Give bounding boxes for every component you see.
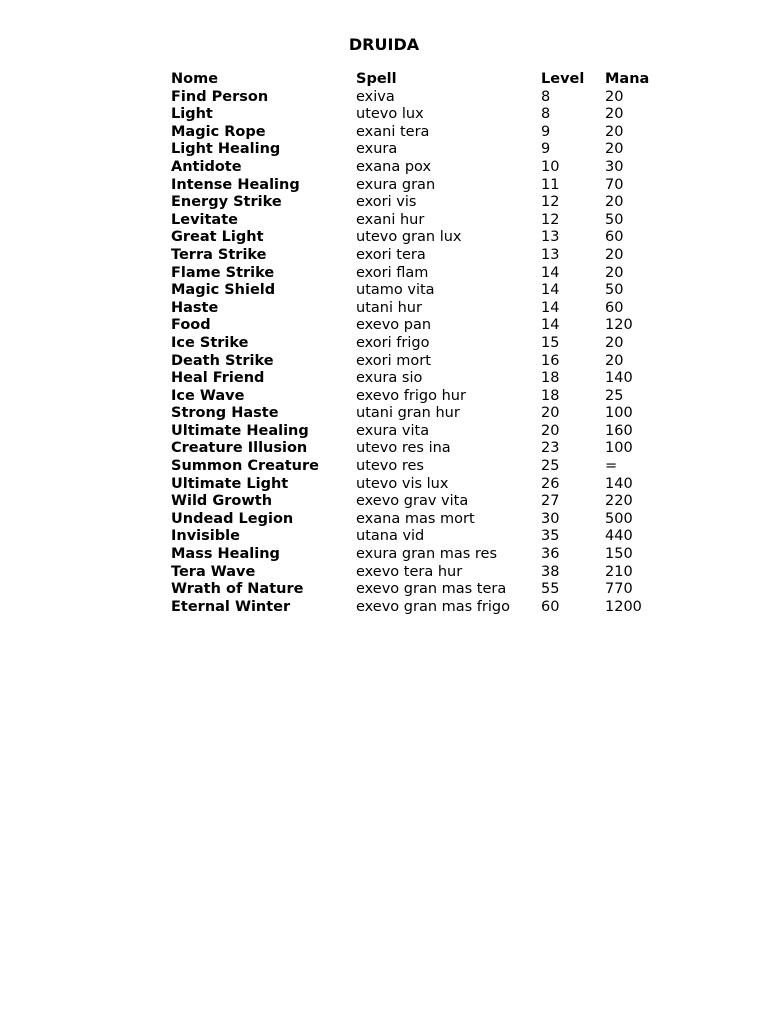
cell-mana: 140 (605, 370, 633, 387)
cell-spell: utevo gran lux (356, 229, 462, 246)
cell-spell: utevo res ina (356, 440, 451, 457)
cell-spell: utevo res (356, 458, 424, 475)
cell-mana: 1200 (605, 598, 642, 615)
cell-level: 23 (541, 440, 560, 457)
cell-level: 14 (541, 317, 560, 334)
cell-level: 8 (541, 88, 551, 105)
cell-mana: 20 (605, 352, 624, 369)
cell-name: Eternal Winter (171, 598, 291, 615)
cell-level: 12 (541, 194, 560, 211)
cell-name: Mass Healing (171, 546, 280, 563)
cell-mana: 70 (605, 176, 624, 193)
table-row (169, 335, 665, 353)
cell-level: 38 (541, 563, 560, 580)
cell-spell: utani gran hur (356, 405, 460, 422)
cell-name: Intense Healing (171, 176, 300, 193)
cell-name: Haste (171, 299, 219, 316)
cell-level: 15 (541, 334, 560, 351)
spell-table-header (169, 71, 665, 89)
cell-level: 13 (541, 229, 560, 246)
cell-mana: 50 (605, 282, 624, 299)
cell-mana: 210 (605, 563, 633, 580)
cell-level: 13 (541, 246, 560, 263)
cell-level: 10 (541, 158, 560, 175)
cell-spell: exori tera (356, 246, 426, 263)
cell-level: 16 (541, 352, 560, 369)
cell-spell: exori frigo (356, 334, 430, 351)
table-row (169, 300, 665, 318)
table-row (169, 370, 665, 388)
cell-spell: utevo vis lux (356, 475, 449, 492)
cell-mana: 20 (605, 194, 624, 211)
cell-name: Antidote (171, 158, 242, 175)
cell-level: 14 (541, 282, 560, 299)
table-row (169, 405, 665, 423)
table-row (169, 159, 665, 177)
cell-name: Energy Strike (171, 194, 282, 211)
cell-level: 60 (541, 598, 560, 615)
cell-name: Ultimate Light (171, 475, 289, 492)
cell-spell: exevo gran mas tera (356, 581, 507, 598)
table-row (169, 282, 665, 300)
table-row (169, 317, 665, 335)
table-row (169, 194, 665, 212)
table-row (169, 265, 665, 283)
cell-spell: exiva (356, 88, 395, 105)
table-row (169, 229, 665, 247)
cell-name: Great Light (171, 229, 264, 246)
cell-name: Find Person (171, 88, 269, 105)
cell-mana: 220 (605, 493, 633, 510)
cell-spell: exura gran mas res (356, 546, 498, 563)
cell-name: Magic Rope (171, 123, 266, 140)
cell-level: 12 (541, 211, 560, 228)
cell-level: 18 (541, 370, 560, 387)
table-row (169, 388, 665, 406)
cell-level: 25 (541, 458, 560, 475)
spell-table (169, 71, 665, 616)
table-row (169, 247, 665, 265)
cell-name: Food (171, 317, 211, 334)
cell-level: 14 (541, 299, 560, 316)
table-row (169, 581, 665, 599)
cell-spell: exura sio (356, 370, 423, 387)
cell-mana: 20 (605, 334, 624, 351)
table-row (169, 528, 665, 546)
cell-level: 11 (541, 176, 560, 193)
cell-spell: exori flam (356, 264, 429, 281)
cell-mana: = (605, 458, 618, 475)
cell-name: Ice Strike (171, 334, 249, 351)
cell-level: 8 (541, 106, 551, 123)
cell-level: 20 (541, 405, 560, 422)
cell-spell: exana mas mort (356, 510, 475, 527)
header-name: Nome (171, 71, 219, 87)
cell-name: Levitate (171, 211, 238, 228)
header-spell: Spell (356, 71, 397, 87)
cell-mana: 60 (605, 299, 624, 316)
cell-mana: 30 (605, 158, 624, 175)
cell-name: Magic Shield (171, 282, 276, 299)
cell-mana: 20 (605, 123, 624, 140)
cell-mana: 500 (605, 510, 633, 527)
page-title: DRUIDA (348, 35, 420, 54)
table-row (169, 564, 665, 582)
table-row (169, 141, 665, 159)
cell-level: 36 (541, 546, 560, 563)
cell-level: 14 (541, 264, 560, 281)
cell-spell: exevo frigo hur (356, 387, 466, 404)
table-row (169, 353, 665, 371)
cell-spell: utevo lux (356, 106, 424, 123)
cell-name: Wild Growth (171, 493, 273, 510)
cell-spell: utamo vita (356, 282, 435, 299)
cell-level: 26 (541, 475, 560, 492)
cell-name: Summon Creature (171, 458, 319, 475)
table-row (169, 89, 665, 107)
cell-name: Undead Legion (171, 510, 294, 527)
cell-level: 30 (541, 510, 560, 527)
spell-table-body (169, 89, 665, 617)
table-row (169, 458, 665, 476)
cell-level: 20 (541, 422, 560, 439)
cell-level: 9 (541, 123, 551, 140)
cell-level: 35 (541, 528, 560, 545)
table-row (169, 212, 665, 230)
cell-level: 18 (541, 387, 560, 404)
cell-mana: 20 (605, 88, 624, 105)
cell-mana: 60 (605, 229, 624, 246)
cell-name: Strong Haste (171, 405, 279, 422)
header-row (169, 71, 665, 89)
cell-name: Light Healing (171, 141, 281, 158)
cell-mana: 50 (605, 211, 624, 228)
cell-name: Ice Wave (171, 387, 245, 404)
cell-mana: 20 (605, 106, 624, 123)
header-mana: Mana (605, 71, 650, 87)
table-row (169, 440, 665, 458)
table-row (169, 546, 665, 564)
cell-mana: 770 (605, 581, 633, 598)
header-level: Level (541, 71, 585, 87)
cell-mana: 150 (605, 546, 633, 563)
cell-level: 27 (541, 493, 560, 510)
cell-spell: exori mort (356, 352, 431, 369)
cell-spell: exevo grav vita (356, 493, 469, 510)
cell-name: Invisible (171, 528, 240, 545)
cell-name: Tera Wave (171, 563, 256, 580)
cell-mana: 440 (605, 528, 633, 545)
cell-mana: 100 (605, 440, 633, 457)
table-row (169, 423, 665, 441)
cell-name: Light (171, 106, 213, 123)
cell-name: Creature Illusion (171, 440, 308, 457)
cell-spell: exani hur (356, 211, 425, 228)
cell-spell: exura vita (356, 422, 430, 439)
cell-mana: 100 (605, 405, 633, 422)
cell-name: Wrath of Nature (171, 581, 304, 598)
cell-mana: 120 (605, 317, 633, 334)
cell-spell: exevo gran mas frigo (356, 598, 510, 615)
table-row (169, 493, 665, 511)
table-row (169, 476, 665, 494)
cell-mana: 20 (605, 246, 624, 263)
cell-name: Terra Strike (171, 246, 267, 263)
cell-spell: exura (356, 141, 398, 158)
cell-mana: 25 (605, 387, 624, 404)
cell-mana: 20 (605, 141, 624, 158)
cell-name: Ultimate Healing (171, 422, 309, 439)
cell-mana: 20 (605, 264, 624, 281)
cell-level: 9 (541, 141, 551, 158)
cell-spell: exura gran (356, 176, 436, 193)
cell-spell: exana pox (356, 158, 432, 175)
table-row (169, 124, 665, 142)
cell-name: Flame Strike (171, 264, 275, 281)
table-row (169, 177, 665, 195)
cell-mana: 140 (605, 475, 633, 492)
cell-spell: exevo pan (356, 317, 432, 334)
table-row (169, 106, 665, 124)
cell-name: Death Strike (171, 352, 274, 369)
cell-mana: 160 (605, 422, 633, 439)
cell-spell: exevo tera hur (356, 563, 463, 580)
cell-spell: utana vid (356, 528, 425, 545)
table-row (169, 599, 665, 617)
cell-spell: exori vis (356, 194, 417, 211)
cell-name: Heal Friend (171, 370, 265, 387)
cell-spell: utani hur (356, 299, 422, 316)
table-row (169, 511, 665, 529)
cell-spell: exani tera (356, 123, 430, 140)
cell-level: 55 (541, 581, 560, 598)
